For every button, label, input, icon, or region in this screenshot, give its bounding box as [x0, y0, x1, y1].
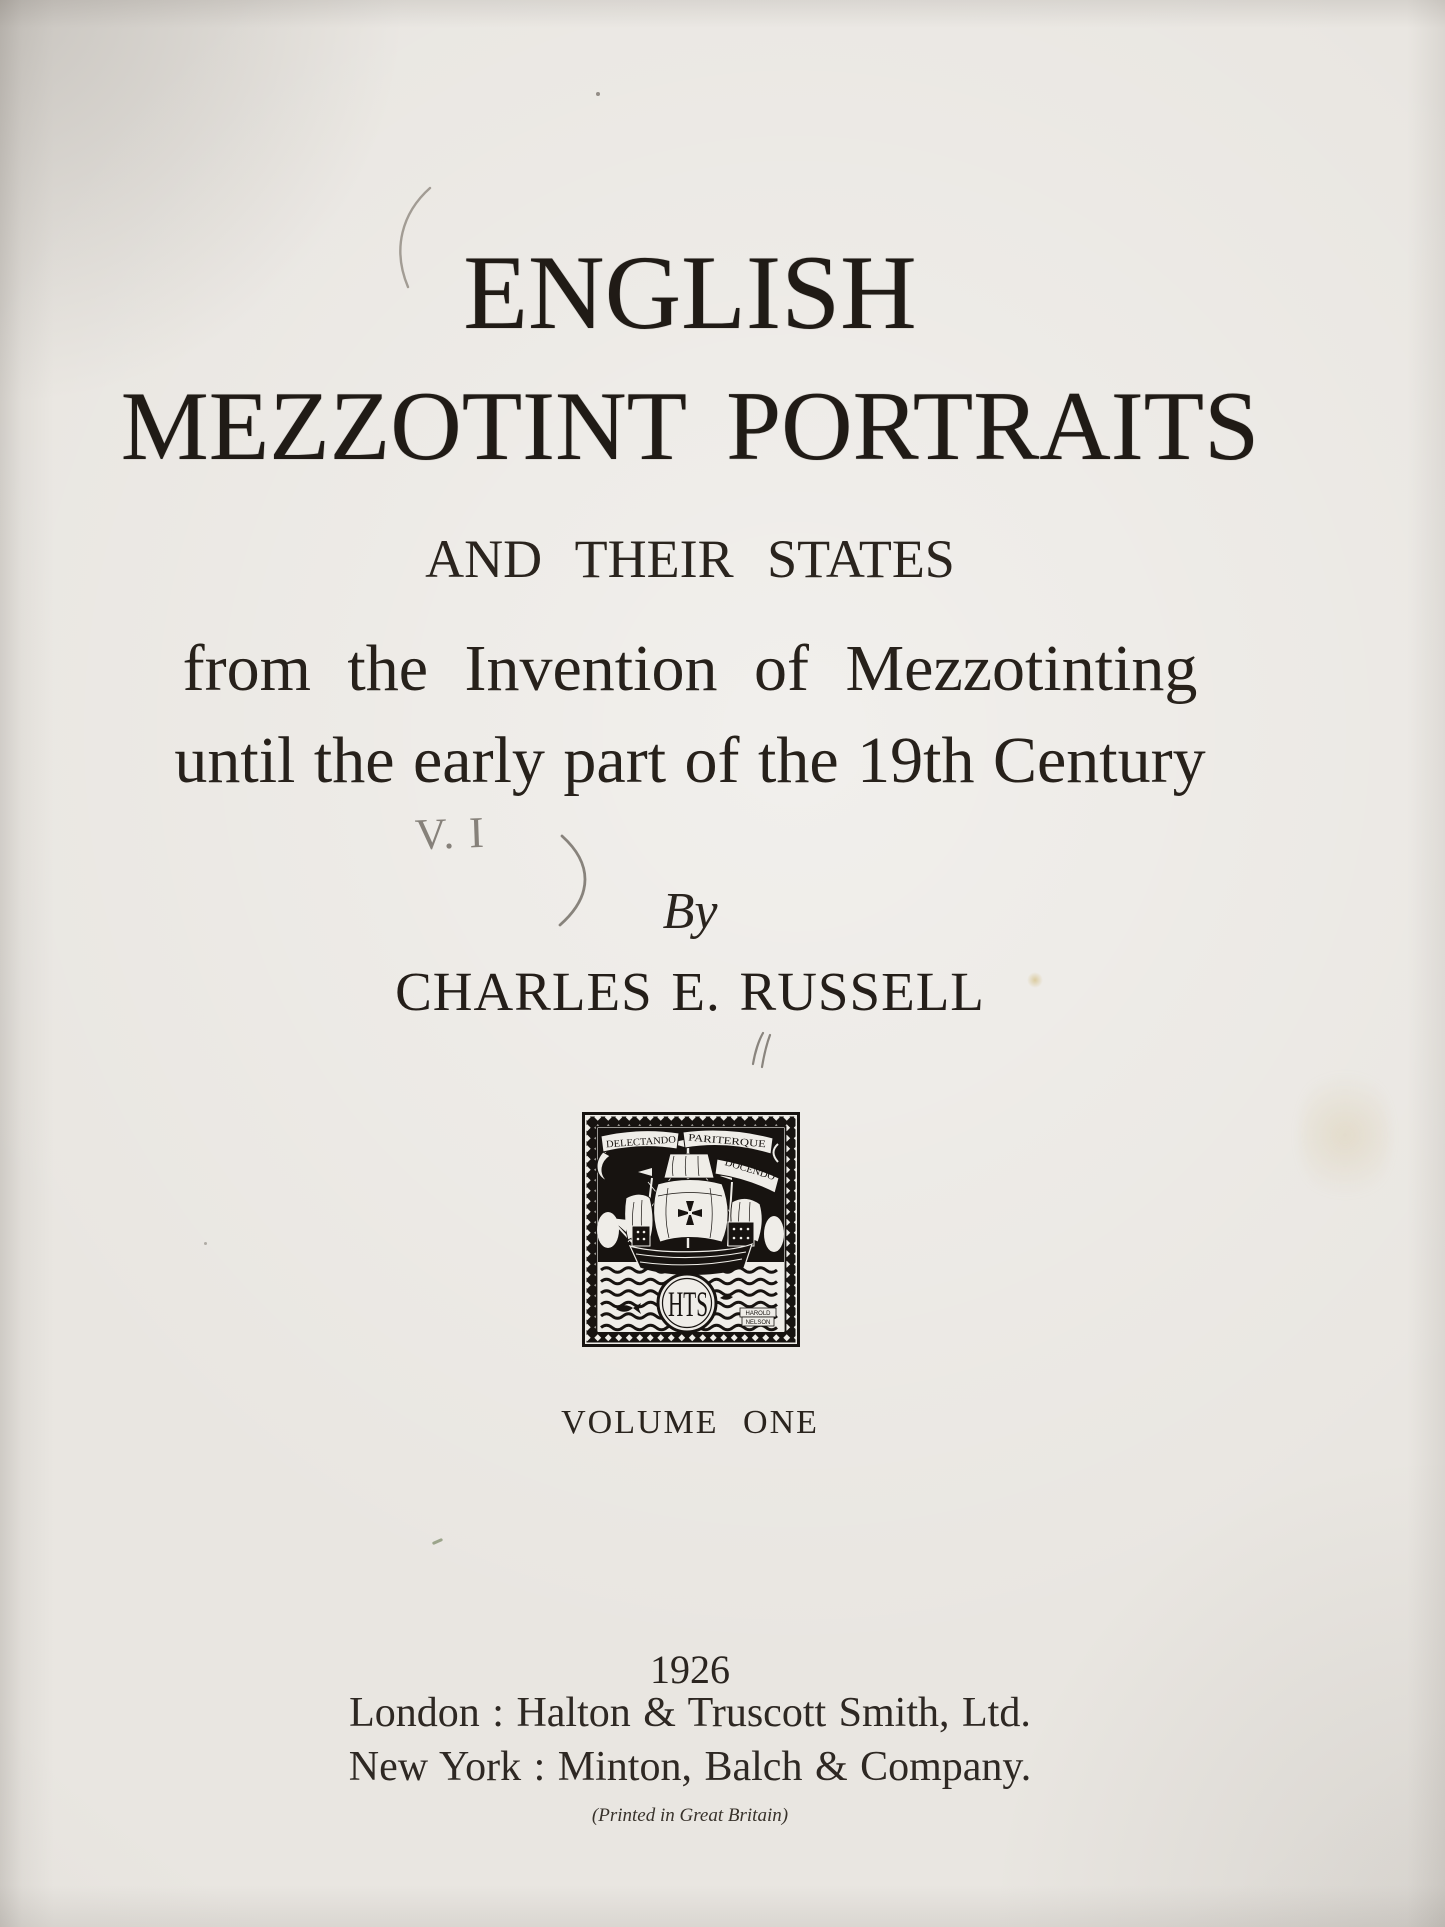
- tagline-line-2: until the early part of the 19th Century: [174, 724, 1206, 797]
- motto-word-docendo: DOCENDO: [723, 1157, 774, 1183]
- publisher-device-emblem: [582, 1112, 800, 1347]
- paper-speck: [596, 92, 600, 96]
- pencil-tick-mark: [745, 1030, 779, 1070]
- monogram-letters: HTS: [668, 1284, 708, 1324]
- printed-in-note: (Printed in Great Britain): [591, 1805, 789, 1826]
- pencil-open-paren-mark: [390, 185, 438, 291]
- pencil-volume-note: V. I: [414, 807, 487, 860]
- imprint-year: 1926: [650, 1647, 730, 1692]
- title-line-1: ENGLISH: [463, 234, 917, 351]
- artist-name-line2: NELSON: [745, 1320, 771, 1326]
- motto-word-pariterque: PARITERQUE: [687, 1132, 750, 1149]
- paper-speck: [204, 1242, 207, 1245]
- by-label: By: [662, 883, 718, 940]
- author-name: CHARLES E. RUSSELL: [395, 961, 985, 1022]
- motto-word-delectando: DELECTANDO: [605, 1134, 673, 1151]
- pencil-close-paren-mark: [552, 833, 608, 929]
- tagline-line-1: from the Invention of Mezzotinting: [182, 632, 1198, 705]
- imprint-london: London : Halton & Truscott Smith, Ltd.: [349, 1690, 1031, 1736]
- topsail: [664, 1154, 714, 1178]
- title-line-2: MEZZOTINT PORTRAITS: [120, 372, 1260, 481]
- artist-signature-plate: [740, 1308, 776, 1326]
- artist-name-line1: HAROLD: [745, 1311, 771, 1317]
- publisher-monogram: [658, 1274, 716, 1332]
- imprint-newyork: New York : Minton, Balch & Company.: [348, 1744, 1032, 1790]
- paper-stain-smudge: [1300, 1060, 1390, 1210]
- paper-stain-small: [1027, 972, 1043, 988]
- subtitle: AND THEIR STATES: [425, 529, 955, 589]
- volume-label: VOLUME ONE: [561, 1404, 819, 1441]
